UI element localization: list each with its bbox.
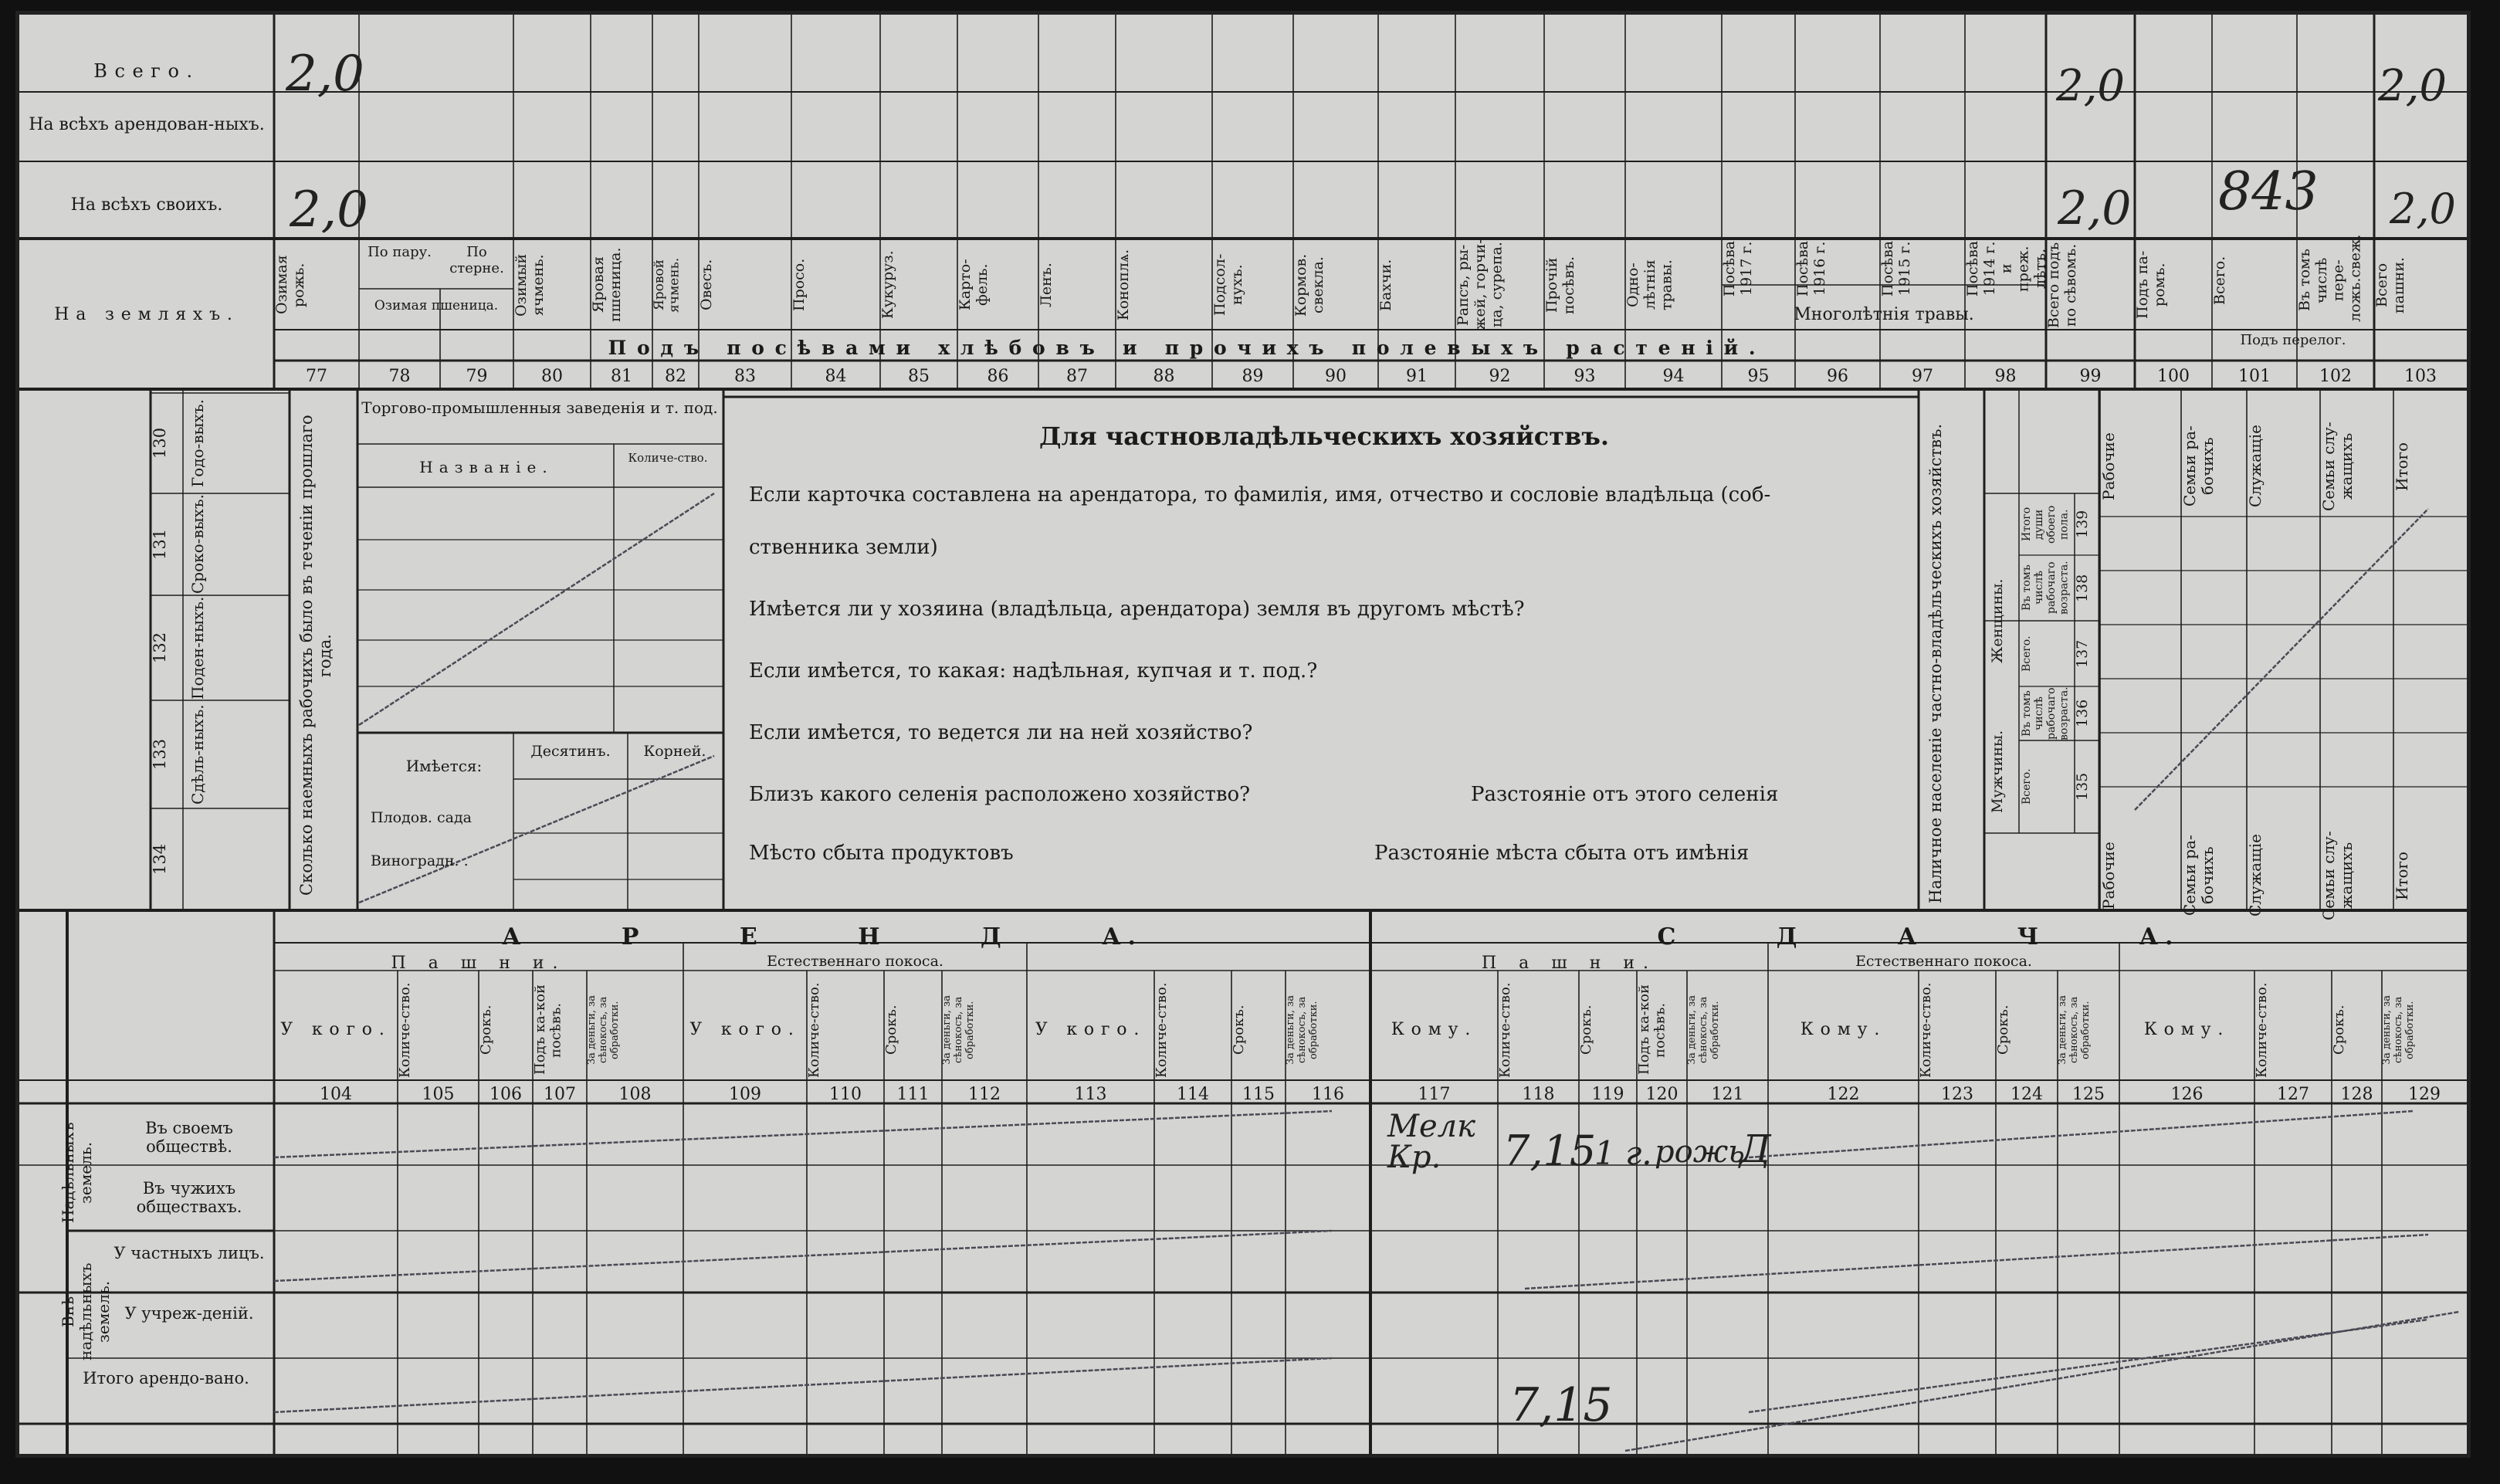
hw-posev: рожь <box>1655 1134 1745 1170</box>
bottom-col-number-4: 108 <box>618 1085 652 1104</box>
col-number-c93: 93 <box>1574 367 1596 386</box>
question-owner: Если карточка составлена на арендатора, то фамилiя, имя, отчество и сословiе владѣльца (соб- <box>749 483 1771 507</box>
population-label-w_vsego: Всего. <box>2021 635 2033 672</box>
header-c101: Всего. <box>2211 256 2228 305</box>
header-c98: Посѣва 1914 г. и преж. лѣтъ. <box>1964 240 2049 297</box>
bottom-header-komu-13: Кому. <box>1391 1020 1478 1039</box>
row-uchrezhdeniy: У учреж-денiй. <box>124 1304 254 1323</box>
bottom-header-za_dengi-25: За деньги, за сѣнокосъ, за обработки. <box>2381 995 2416 1066</box>
category-bottom-2: Служащiе <box>2246 834 2265 917</box>
bottom-col-number-15: 119 <box>1591 1085 1624 1104</box>
bottom-col-number-10: 114 <box>1177 1085 1209 1104</box>
row-itogo-arendovano: Итого арендо-вано. <box>83 1369 249 1387</box>
header-c85: Кукуруз. <box>879 250 896 320</box>
hw-svoikh-pashni: 2,0 <box>2390 185 2456 233</box>
population-num-3: 138 <box>2074 574 2091 602</box>
sdacha-title: С Д А Ч А. <box>1657 923 2180 950</box>
header-c82: Яровой ячмень. <box>652 257 683 313</box>
col-number-c90: 90 <box>1325 367 1347 386</box>
header-c103: Всего пашни. <box>2373 256 2407 313</box>
col-number-c80: 80 <box>541 367 563 386</box>
arenda-title: А Р Е Н Д А. <box>502 923 1143 950</box>
bottom-header-srok-20: Срокъ. <box>1995 1005 2011 1055</box>
bottom-col-number-2: 106 <box>489 1085 522 1104</box>
bottom-header-kolichestvo-1: Количе-ство. <box>397 982 413 1078</box>
col-number-c94: 94 <box>1662 367 1685 386</box>
population-label-m_rab: Въ томъ числѣ рабочаго возраста. <box>2021 686 2071 740</box>
bottom-col-number-8: 112 <box>968 1085 1001 1104</box>
bottom-header-pod_posev-3: Подъ ка-кой посѣвъ. <box>532 984 564 1076</box>
hw-kolichestvo: 7,15 <box>1503 1127 1597 1175</box>
bottom-header-pod_posev-16: Подъ ка-кой посѣвъ. <box>1636 984 1668 1076</box>
bottom-header-kolichestvo-6: Количе-ство. <box>806 982 822 1078</box>
row-svoem-obshchestve: Въ своемъ обществѣ. <box>145 1119 233 1157</box>
bottom-header-srok-24: Срокъ. <box>2331 1005 2347 1055</box>
bottom-col-number-19: 123 <box>1941 1085 1973 1104</box>
col-number-c79: 79 <box>466 367 488 386</box>
banner-pod-posevami: Подъ посѣвами хлѣбовъ и прочихъ полевыхъ растенiй. <box>608 337 1767 359</box>
bottom-col-number-24: 128 <box>2340 1085 2373 1104</box>
bottom-col-number-12: 116 <box>1312 1085 1344 1104</box>
trade-name-header: Названiе. <box>419 458 554 476</box>
row-label-arendovannykh: На всѣхъ арендован-ныхъ. <box>29 115 265 134</box>
col-number-c95: 95 <box>1747 367 1770 386</box>
vinograd-label: Виноградн. . <box>371 852 469 869</box>
col-number-c99: 99 <box>2079 367 2102 386</box>
bottom-col-number-18: 122 <box>1827 1085 1860 1104</box>
population-num-1: 136 <box>2074 699 2091 728</box>
bottom-header-srok-7: Срокъ. <box>883 1005 899 1055</box>
col-number-c82: 82 <box>665 367 686 386</box>
question-market: Мѣсто сбыта продуктовъ <box>749 842 1014 865</box>
bottom-col-number-16: 120 <box>1645 1085 1679 1104</box>
bottom-col-number-23: 127 <box>2277 1085 2309 1104</box>
desyatin-header: Десятинъ. <box>530 743 611 760</box>
population-num-4: 139 <box>2074 510 2091 539</box>
bottom-header-srok-2: Срокъ. <box>478 1005 494 1055</box>
header-c87: Ленъ. <box>1038 263 1055 307</box>
bottom-header-komu-18: Кому. <box>1800 1020 1887 1039</box>
worker-col-num-1: 131 <box>151 528 169 561</box>
hw-itogo: 7,15 <box>1509 1378 1613 1432</box>
col-number-c86: 86 <box>987 367 1009 386</box>
bottom-header-komu-22: Кому. <box>2143 1020 2231 1039</box>
col-number-c85: 85 <box>908 367 930 386</box>
bottom-header-za_dengi-17: За деньги, за сѣнокосъ, за обработки. <box>1686 995 1721 1066</box>
worker-col-num-4: 134 <box>151 843 169 876</box>
question-market-distance: Разстоянiе мѣста сбыта отъ имѣнiя <box>1374 842 1750 865</box>
population-label-w_rab: Въ томъ числѣ рабочаго возраста. <box>2021 561 2071 615</box>
worker-col-label-1: Сроко-выхъ. <box>188 494 207 595</box>
bottom-header-kolichestvo-10: Количе-ство. <box>1153 982 1170 1078</box>
private-farms-title: Для частновладѣльческихъ хозяйствъ. <box>1039 422 1609 451</box>
worker-col-num-0: 130 <box>151 427 169 459</box>
header-c79: По стерне. <box>449 244 504 276</box>
worker-col-label-0: Годо-выхъ. <box>188 399 207 487</box>
trade-qty-header: Количе-ство. <box>628 451 708 465</box>
bottom-col-number-7: 111 <box>896 1085 930 1104</box>
group-vnenadelnykh: Внѣ надѣльныхъ земель. <box>59 1262 113 1361</box>
header-c91: Бахчи. <box>1377 259 1394 311</box>
worker-col-label-3: Сдѣль-ныхъ. <box>188 704 207 805</box>
header-c78: По пару. <box>368 244 432 260</box>
header-c84: Просо. <box>791 258 808 312</box>
bottom-col-number-14: 118 <box>1522 1085 1555 1104</box>
hw-vsego-rozh: 2,0 <box>286 46 364 103</box>
header-c88: Коноплѧ. <box>1115 249 1132 321</box>
population-num-2: 137 <box>2074 639 2091 668</box>
col-number-c83: 83 <box>734 367 756 386</box>
hw-srok: 1 г. <box>1594 1134 1652 1172</box>
bottom-col-number-1: 105 <box>422 1085 455 1104</box>
category-top-3: Семьи слу-жащихъ <box>2319 422 2356 511</box>
header-c94: Одно-лѣтнiя травы. <box>1624 259 1675 310</box>
col-number-c101: 101 <box>2238 367 2271 386</box>
header-c83: Овесъ. <box>698 259 715 311</box>
category-top-4: Итого <box>2393 442 2411 491</box>
women-label: Женщины. <box>1989 578 2006 663</box>
header-ozimaya-pshenitsa: Озимая пшеница. <box>374 298 499 313</box>
bottom-subheader-pokos-1: Естественнаго покоса. <box>767 953 943 970</box>
hired-workers-title: Сколько наемныхъ рабочихъ было въ теченiи прошлаго года. <box>297 415 335 896</box>
col-number-c84: 84 <box>825 367 847 386</box>
sad-label: Плодов. сада <box>371 809 472 826</box>
group-nadelnykh: Надѣльныхъ земель. <box>59 1122 95 1224</box>
imeetsya-label: Имѣется: <box>405 757 483 775</box>
bottom-header-kolichestvo-23: Количе-ство. <box>2254 982 2270 1078</box>
row-label-na-zemlyakh: На земляхъ. <box>54 305 239 324</box>
header-c93: Прочiй посѣвъ. <box>1543 256 1577 314</box>
col-number-c92: 92 <box>1489 367 1511 386</box>
header-c89: Подсол-нухъ. <box>1211 253 1245 317</box>
bottom-col-number-22: 126 <box>2170 1085 2204 1104</box>
category-top-1: Семьи ра-бочихъ <box>2180 425 2217 507</box>
header-c92: Рапсъ, ры-жей, горчи-ца, сурепа. <box>1455 239 1506 331</box>
hw-vsego-pashni: 2,0 <box>2378 61 2447 111</box>
category-bottom-1: Семьи ра-бочихъ <box>2180 835 2217 916</box>
men-label: Мужчины. <box>1989 730 2006 813</box>
bottom-header-u_kogo-9: У кого. <box>1035 1020 1147 1039</box>
bottom-col-number-17: 121 <box>1711 1085 1744 1104</box>
col-number-c78: 78 <box>388 367 411 386</box>
col-number-c89: 89 <box>1242 367 1264 386</box>
bottom-col-number-21: 125 <box>2072 1085 2105 1104</box>
col-number-c91: 91 <box>1406 367 1428 386</box>
hw-vsego-posevom: 2,0 <box>2056 61 2126 111</box>
bottom-header-za_dengi-21: За деньги, за сѣнокосъ, за обработки. <box>2057 995 2092 1066</box>
col-number-c87: 87 <box>1066 367 1088 386</box>
hw-svoikh-rozh: 2,0 <box>290 181 368 239</box>
header-pod-perelog: Подъ перелог. <box>2240 332 2346 348</box>
hw-svoikh-posevom: 2,0 <box>2058 181 2132 235</box>
bottom-header-kolichestvo-14: Количе-ство. <box>1497 982 1513 1078</box>
header-c99: Всего подъ по сѣвомъ. <box>2045 242 2079 328</box>
col-number-c98: 98 <box>1994 367 2017 386</box>
category-bottom-0: Рабочие <box>2099 842 2118 910</box>
row-label-vsego: Всего. <box>93 60 200 82</box>
col-number-c77: 77 <box>306 367 327 386</box>
col-number-c103: 103 <box>2404 367 2437 386</box>
census-card-sheet <box>15 11 2471 1458</box>
row-label-svoikh: На всѣхъ своихъ. <box>70 195 223 215</box>
col-number-c88: 88 <box>1153 367 1175 386</box>
worker-col-num-3: 133 <box>151 738 169 771</box>
category-top-0: Рабочие <box>2099 432 2118 500</box>
trade-title: Торгово-промышленныя заведенiя и т. под. <box>361 398 718 417</box>
col-number-c102: 102 <box>2319 367 2352 386</box>
header-c102: Въ томъ числѣ пере-ложь.свеж. <box>2296 234 2364 322</box>
row-chuzhikh-obshchestvakh: Въ чужихъ обществахъ. <box>136 1179 242 1217</box>
bottom-col-number-25: 129 <box>2408 1085 2441 1104</box>
korney-header: Корней. <box>643 743 706 760</box>
category-top-2: Служащiе <box>2246 425 2265 508</box>
header-c97: Посѣва 1915 г. <box>1879 240 1913 297</box>
hw-komu: Мелк Кр. <box>1387 1109 1475 1175</box>
category-bottom-4: Итого <box>2393 851 2411 900</box>
bottom-header-srok-11: Срокъ. <box>1231 1005 1247 1055</box>
worker-col-label-4 <box>189 808 282 910</box>
question-owner-cont: ственника земли) <box>749 536 938 559</box>
bottom-header-u_kogo-5: У кого. <box>689 1020 801 1039</box>
header-mnogoletnie: Многолѣтнiя травы. <box>1794 305 1974 324</box>
bottom-col-number-9: 113 <box>1074 1085 1107 1104</box>
hw-svoikh-perelog: 843 <box>2218 161 2319 222</box>
population-title: Наличное населенiе частно-владѣльческихъ хозяйствъ. <box>1926 423 1945 903</box>
bottom-col-number-11: 115 <box>1242 1085 1275 1104</box>
col-number-c100: 100 <box>2157 367 2190 386</box>
bottom-header-srok-15: Срокъ. <box>1578 1005 1594 1055</box>
bottom-col-number-5: 109 <box>729 1085 761 1104</box>
col-number-c97: 97 <box>1912 367 1933 386</box>
population-num-0: 135 <box>2074 772 2091 801</box>
header-c95: Посѣва 1917 г. <box>1721 240 1755 297</box>
bottom-col-number-3: 107 <box>544 1085 576 1104</box>
question-land-type: Если имѣется, то какая: надѣльная, купчая и т. под.? <box>749 659 1318 683</box>
bottom-header-za_dengi-8: За деньги, за сѣнокосъ, за обработки. <box>941 995 976 1066</box>
header-c86: Карто-фель. <box>957 259 991 311</box>
bottom-col-number-6: 110 <box>829 1085 862 1104</box>
header-c77: Озимая рожь. <box>273 255 307 315</box>
header-c80: Озимый ячмень. <box>513 253 547 317</box>
header-c96: Посѣва 1916 г. <box>1794 240 1828 297</box>
hw-za-dengi: Д <box>1739 1127 1771 1171</box>
worker-col-label-2: Поден-ныхъ. <box>188 596 207 700</box>
bottom-subheader-pashni-0: П а ш н и. <box>391 954 567 973</box>
population-label-m_vsego: Всего. <box>2021 768 2033 805</box>
bottom-subheader-pashni-2: П а ш н и. <box>1481 954 1658 973</box>
bottom-col-number-13: 117 <box>1418 1085 1451 1104</box>
bottom-header-za_dengi-12: За деньги, за сѣнокосъ, за обработки. <box>1285 995 1319 1066</box>
header-c81: Яровая пшеница. <box>590 247 624 323</box>
question-village-distance: Разстоянiе отъ этого селенiя <box>1471 783 1779 806</box>
bottom-col-number-20: 124 <box>2011 1085 2043 1104</box>
header-c90: Кормов. свекла. <box>1292 253 1326 317</box>
bottom-subheader-pokos-3: Естественнаго покоса. <box>1855 953 2032 970</box>
bottom-header-za_dengi-4: За деньги, за сѣнокосъ, за обработки. <box>586 995 621 1066</box>
worker-col-num-2: 132 <box>151 632 169 664</box>
population-label-itogo_oboego: Итого души обоего пола. <box>2021 505 2071 544</box>
col-number-c96: 96 <box>1827 367 1848 386</box>
question-nearest-village: Близъ какого селенiя расположено хозяйство? <box>749 783 1251 806</box>
category-bottom-3: Семьи слу-жащихъ <box>2319 831 2356 920</box>
col-number-c81: 81 <box>611 367 632 386</box>
bottom-header-u_kogo-0: У кого. <box>280 1020 391 1039</box>
question-farming: Если имѣется, то ведется ли на ней хозяйство? <box>749 721 1253 744</box>
bottom-col-number-0: 104 <box>320 1085 352 1104</box>
row-chastnykh-lits: У частныхъ лицъ. <box>113 1244 265 1262</box>
bottom-header-kolichestvo-19: Количе-ство. <box>1918 982 1934 1078</box>
header-c100: Подъ па-ромъ. <box>2134 250 2168 320</box>
question-other-land: Имѣется ли у хозяина (владѣльца, арендатора) земля въ другомъ мѣстѣ? <box>749 598 1525 621</box>
